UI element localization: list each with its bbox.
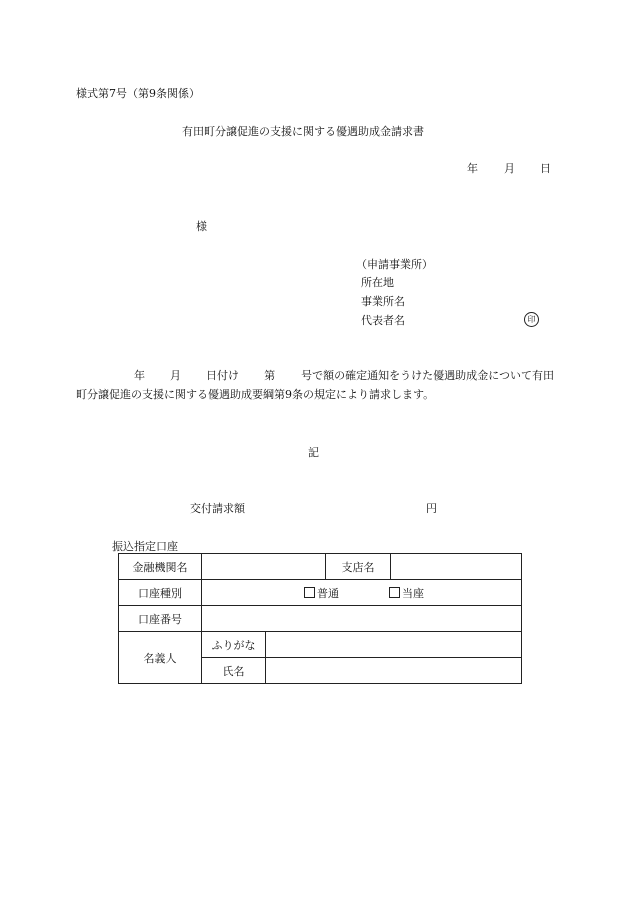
seal-mark — [524, 312, 539, 327]
representative-label: 代表者名 — [361, 314, 405, 327]
date-month-label: 月 — [504, 162, 515, 175]
business-name-label: 事業所名 — [361, 295, 405, 308]
amount-label: 交付請求額 — [190, 502, 245, 515]
account-number-field[interactable] — [202, 606, 522, 632]
address-label: 所在地 — [361, 276, 394, 289]
account-type-label: 口座種別 — [119, 580, 202, 606]
seal-icon: 印 — [524, 312, 539, 327]
bank-name-field[interactable] — [202, 554, 326, 580]
body-day-label: 日付け — [206, 369, 240, 382]
furigana-row — [119, 632, 522, 658]
body-year: 年 — [134, 369, 146, 382]
furigana-label: ふりがな — [202, 632, 266, 658]
addressee-suffix: 様 — [196, 220, 207, 233]
body-month: 月 — [170, 369, 182, 382]
account-number-label: 口座番号 — [119, 606, 202, 632]
body-text: 号で額の確定通知をうけた優遇助成金について有田町分譲促進の支援に関する優遇助成要綱第9条の規定により請求します。 — [76, 369, 555, 401]
account-type-options — [202, 580, 522, 606]
bank-section-title: 振込指定口座 — [112, 540, 178, 553]
branch-field[interactable] — [391, 554, 522, 580]
current-checkbox[interactable] — [389, 587, 400, 598]
account-type-row — [119, 580, 522, 606]
furigana-field[interactable] — [266, 632, 522, 658]
ordinary-option-label: 普通 — [317, 586, 339, 600]
holder-name-label: 氏名 — [202, 658, 266, 684]
ordinary-checkbox[interactable] — [304, 587, 315, 598]
branch-label: 支店名 — [326, 554, 391, 580]
date-day-label: 日 — [540, 162, 551, 175]
amount-unit: 円 — [426, 502, 437, 515]
bank-name-row — [119, 554, 522, 580]
date-year-label: 年 — [467, 162, 478, 175]
applicant-header: （申請事業所） — [356, 258, 433, 271]
ki-heading: 記 — [308, 446, 319, 459]
body-dai: 第 — [264, 369, 276, 382]
bank-account-table — [118, 553, 522, 684]
form-number: 様式第7号（第9条関係） — [76, 87, 200, 100]
holder-label: 名義人 — [119, 632, 202, 684]
holder-name-field[interactable] — [266, 658, 522, 684]
account-number-row — [119, 606, 522, 632]
bank-name-label: 金融機関名 — [119, 554, 202, 580]
current-option-label: 当座 — [402, 586, 424, 600]
document-title: 有田町分譲促進の支援に関する優遇助成金請求書 — [182, 125, 424, 138]
request-paragraph — [76, 366, 554, 404]
